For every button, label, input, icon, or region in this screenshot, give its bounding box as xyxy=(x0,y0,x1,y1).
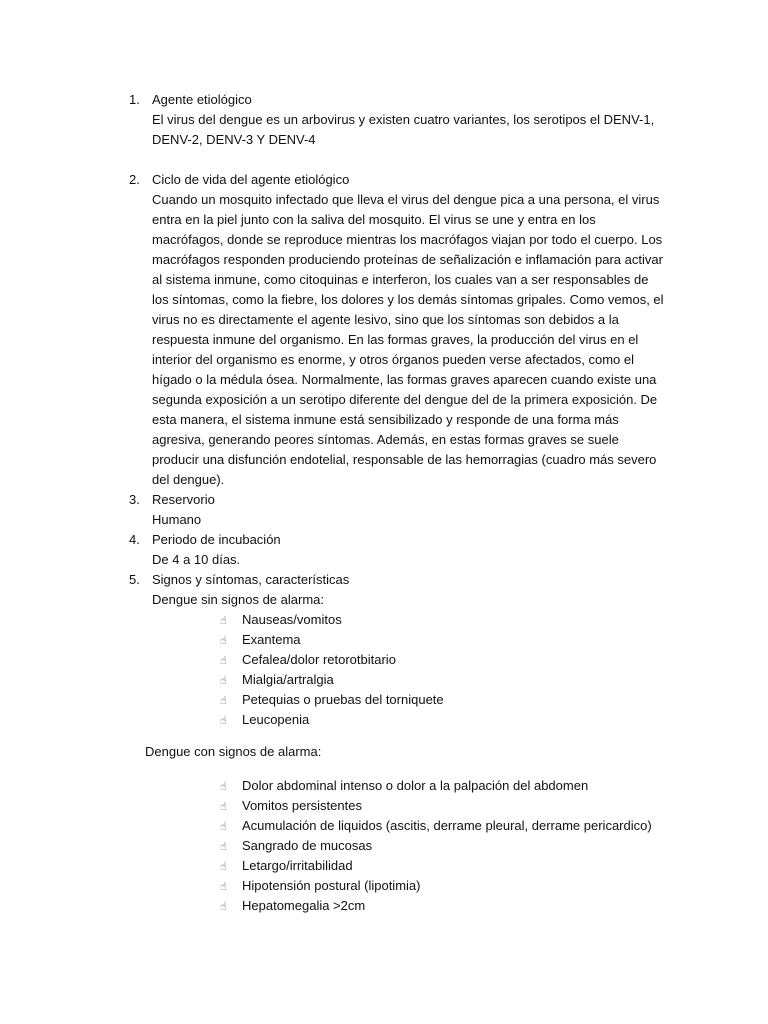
list-item: ☝ Nauseas/vomitos xyxy=(0,610,768,630)
list-item: ☝ Acumulación de liquidos (ascitis, derrame pleural, derrame pericardico) xyxy=(0,816,768,836)
sin-alarma-list xyxy=(0,610,768,730)
list-item: ☝ Vomitos persistentes xyxy=(0,796,768,816)
pointing-hand-icon: ☝ xyxy=(220,674,227,687)
item-number: 5. xyxy=(129,572,140,587)
sin-alarma-heading: Dengue sin signos de alarma: xyxy=(152,592,324,607)
item-paragraph: Cuando un mosquito infectado que lleva el virus del dengue pica a una persona, el virus entra en la piel junto con la saliva del mosquito. El virus se une y entra en los macrófagos, donde se reproduce mientras los macrófagos viajan por todo el cuerpo. Los macrófagos responden produciendo proteínas de señalización e inflamación para activar al sistema inmune, como citoquinas e interferon, los cuales van a ser responsables de los síntomas, como la fiebre, los dolores y los demás síntomas gripales. Como vemos, el virus no es directamente el agente lesivo, sino que los síntomas son debidos a la respuesta inmune del organismo. En las formas graves, la producción del virus en el interior del organismo es enorme, y otros órganos pueden verse afectados, como el hígado o la médula ósea. Normalmente, las formas graves aparecen cuando existe una segunda exposición a un serotipo diferente del dengue del de la primera exposición. De esta manera, el sistema inmune está sensibilizado y responde de una forma más agresiva, generando peores síntomas. Además, en estas formas graves se suele producir una disfunción endotelial, responsable de las hemorragias (cuadro más severo del dengue). xyxy=(152,192,664,487)
item-title: Signos y síntomas, características xyxy=(152,572,350,587)
item-number: 3. xyxy=(129,492,140,507)
list-item: ☝ Dolor abdominal intenso o dolor a la palpación del abdomen xyxy=(0,776,768,796)
pointing-hand-icon: ☝ xyxy=(220,714,227,727)
pointing-hand-icon: ☝ xyxy=(220,840,227,853)
pointing-hand-icon: ☝ xyxy=(220,900,227,913)
list-item: ☝ Sangrado de mucosas xyxy=(0,836,768,856)
item-text: Humano xyxy=(152,512,202,527)
list-item: ☝ Exantema xyxy=(0,630,768,650)
list-item: ☝ Petequias o pruebas del torniquete xyxy=(0,690,768,710)
list-item: ☝ Letargo/irritabilidad xyxy=(0,856,768,876)
pointing-hand-icon: ☝ xyxy=(220,880,227,893)
item-number: 2. xyxy=(129,172,140,187)
list-item: ☝ Hepatomegalia >2cm xyxy=(0,896,768,916)
item-number: 4. xyxy=(129,532,140,547)
item-title: Ciclo de vida del agente etiológico xyxy=(152,172,350,187)
list-item: ☝ Mialgia/artralgia xyxy=(0,670,768,690)
item-text: El virus del dengue es un arbovirus y existen cuatro variantes, los serotipos el DENV-1, DENV-2, DENV-3 Y DENV-4 xyxy=(152,112,655,147)
item-number: 1. xyxy=(129,92,140,107)
con-alarma-heading: Dengue con signos de alarma: xyxy=(145,744,322,759)
item-title: Agente etiológico xyxy=(152,92,252,107)
pointing-hand-icon: ☝ xyxy=(220,780,227,793)
pointing-hand-icon: ☝ xyxy=(220,800,227,813)
item-title: Reservorio xyxy=(152,492,215,507)
item-title: Periodo de incubación xyxy=(152,532,281,547)
pointing-hand-icon: ☝ xyxy=(220,820,227,833)
pointing-hand-icon: ☝ xyxy=(220,654,227,667)
pointing-hand-icon: ☝ xyxy=(220,634,227,647)
item-text: De 4 a 10 días. xyxy=(152,552,241,567)
pointing-hand-icon: ☝ xyxy=(220,860,227,873)
list-item: ☝ Hipotensión postural (lipotimia) xyxy=(0,876,768,896)
con-alarma-list xyxy=(0,776,768,916)
list-item: ☝ Leucopenia xyxy=(0,710,768,730)
list-item: ☝ Cefalea/dolor retorotbitario xyxy=(0,650,768,670)
pointing-hand-icon: ☝ xyxy=(220,694,227,707)
pointing-hand-icon: ☝ xyxy=(220,614,227,627)
